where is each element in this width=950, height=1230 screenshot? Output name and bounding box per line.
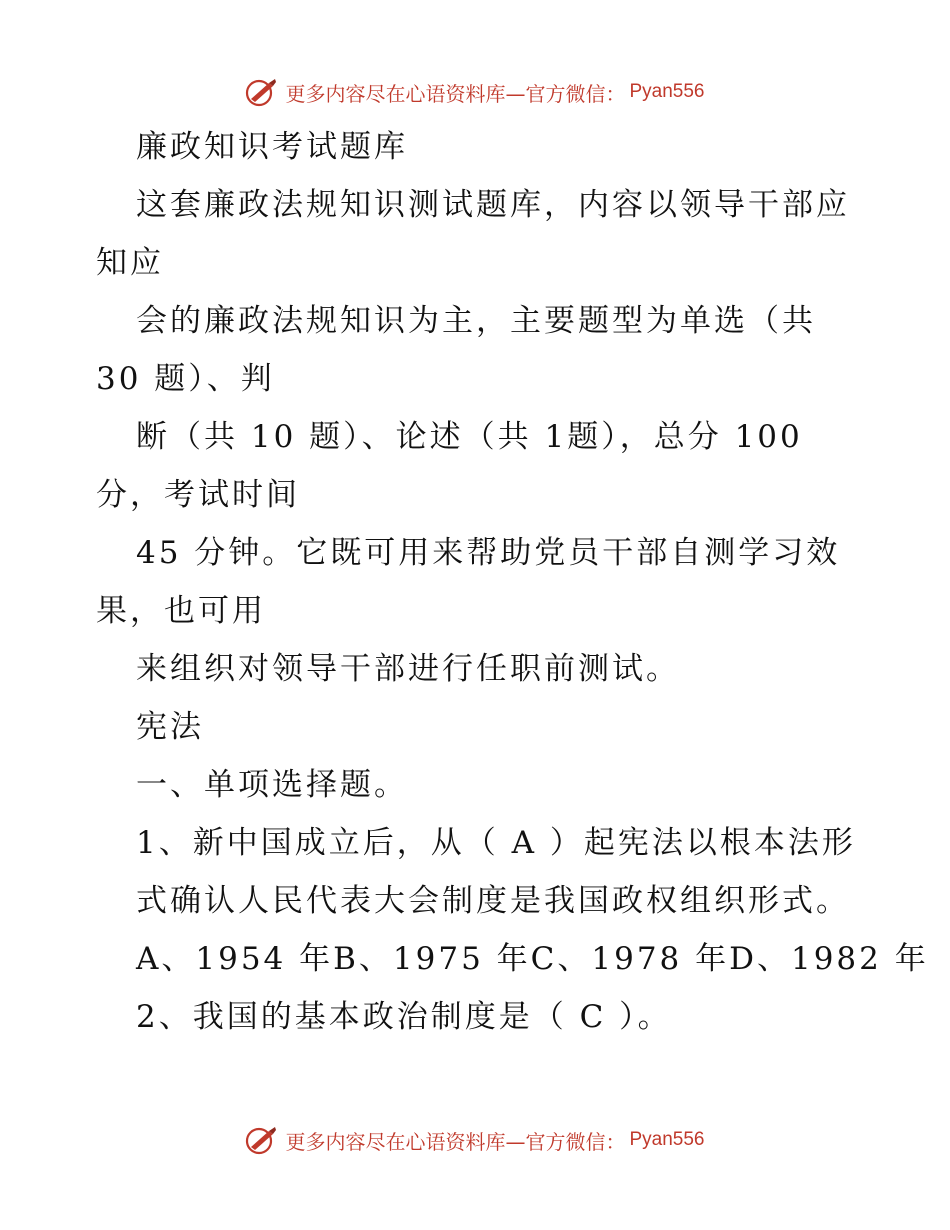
text-line: 2、我国的基本政治制度是（ C ）。 <box>136 999 672 1035</box>
text-line: 廉政知识考试题库 <box>136 129 408 165</box>
text-line: 断（共 10 题）、论述（共 1题），总分 100 <box>136 419 803 455</box>
text-line: 一、单项选择题。 <box>136 767 408 803</box>
text-line: 1、新中国成立后，从（ A ）起宪法以根本法形 <box>136 825 856 861</box>
header-banner <box>0 72 950 112</box>
header-banner-id: Pyan556 <box>629 81 705 102</box>
footer-banner-text: 更多内容尽在心语资料库—官方微信： <box>285 1129 626 1154</box>
text-line: 会的廉政法规知识为主，主要题型为单选（共 <box>136 303 816 339</box>
header-banner-text: 更多内容尽在心语资料库—官方微信： <box>285 81 626 106</box>
footer-banner <box>0 1120 950 1160</box>
pen-icon <box>245 1125 279 1155</box>
pen-icon <box>245 77 279 107</box>
footer-banner-id: Pyan556 <box>629 1129 705 1150</box>
text-line: A、1954 年B、1975 年C、1978 年D、1982 年 <box>136 941 929 977</box>
text-line: 宪法 <box>136 709 204 745</box>
text-line: 果，也可用 <box>96 593 266 629</box>
text-line: 来组织对领导干部进行任职前测试。 <box>136 651 680 687</box>
text-line: 分，考试时间 <box>96 477 300 513</box>
text-line: 知应 <box>96 245 164 281</box>
document-body <box>96 118 929 1046</box>
text-line: 这套廉政法规知识测试题库，内容以领导干部应 <box>136 187 850 223</box>
text-line: 30 题）、判 <box>96 361 275 397</box>
text-line: 式确认人民代表大会制度是我国政权组织形式。 <box>136 883 850 919</box>
text-line: 45 分钟。它既可用来帮助党员干部自测学习效 <box>136 535 841 571</box>
